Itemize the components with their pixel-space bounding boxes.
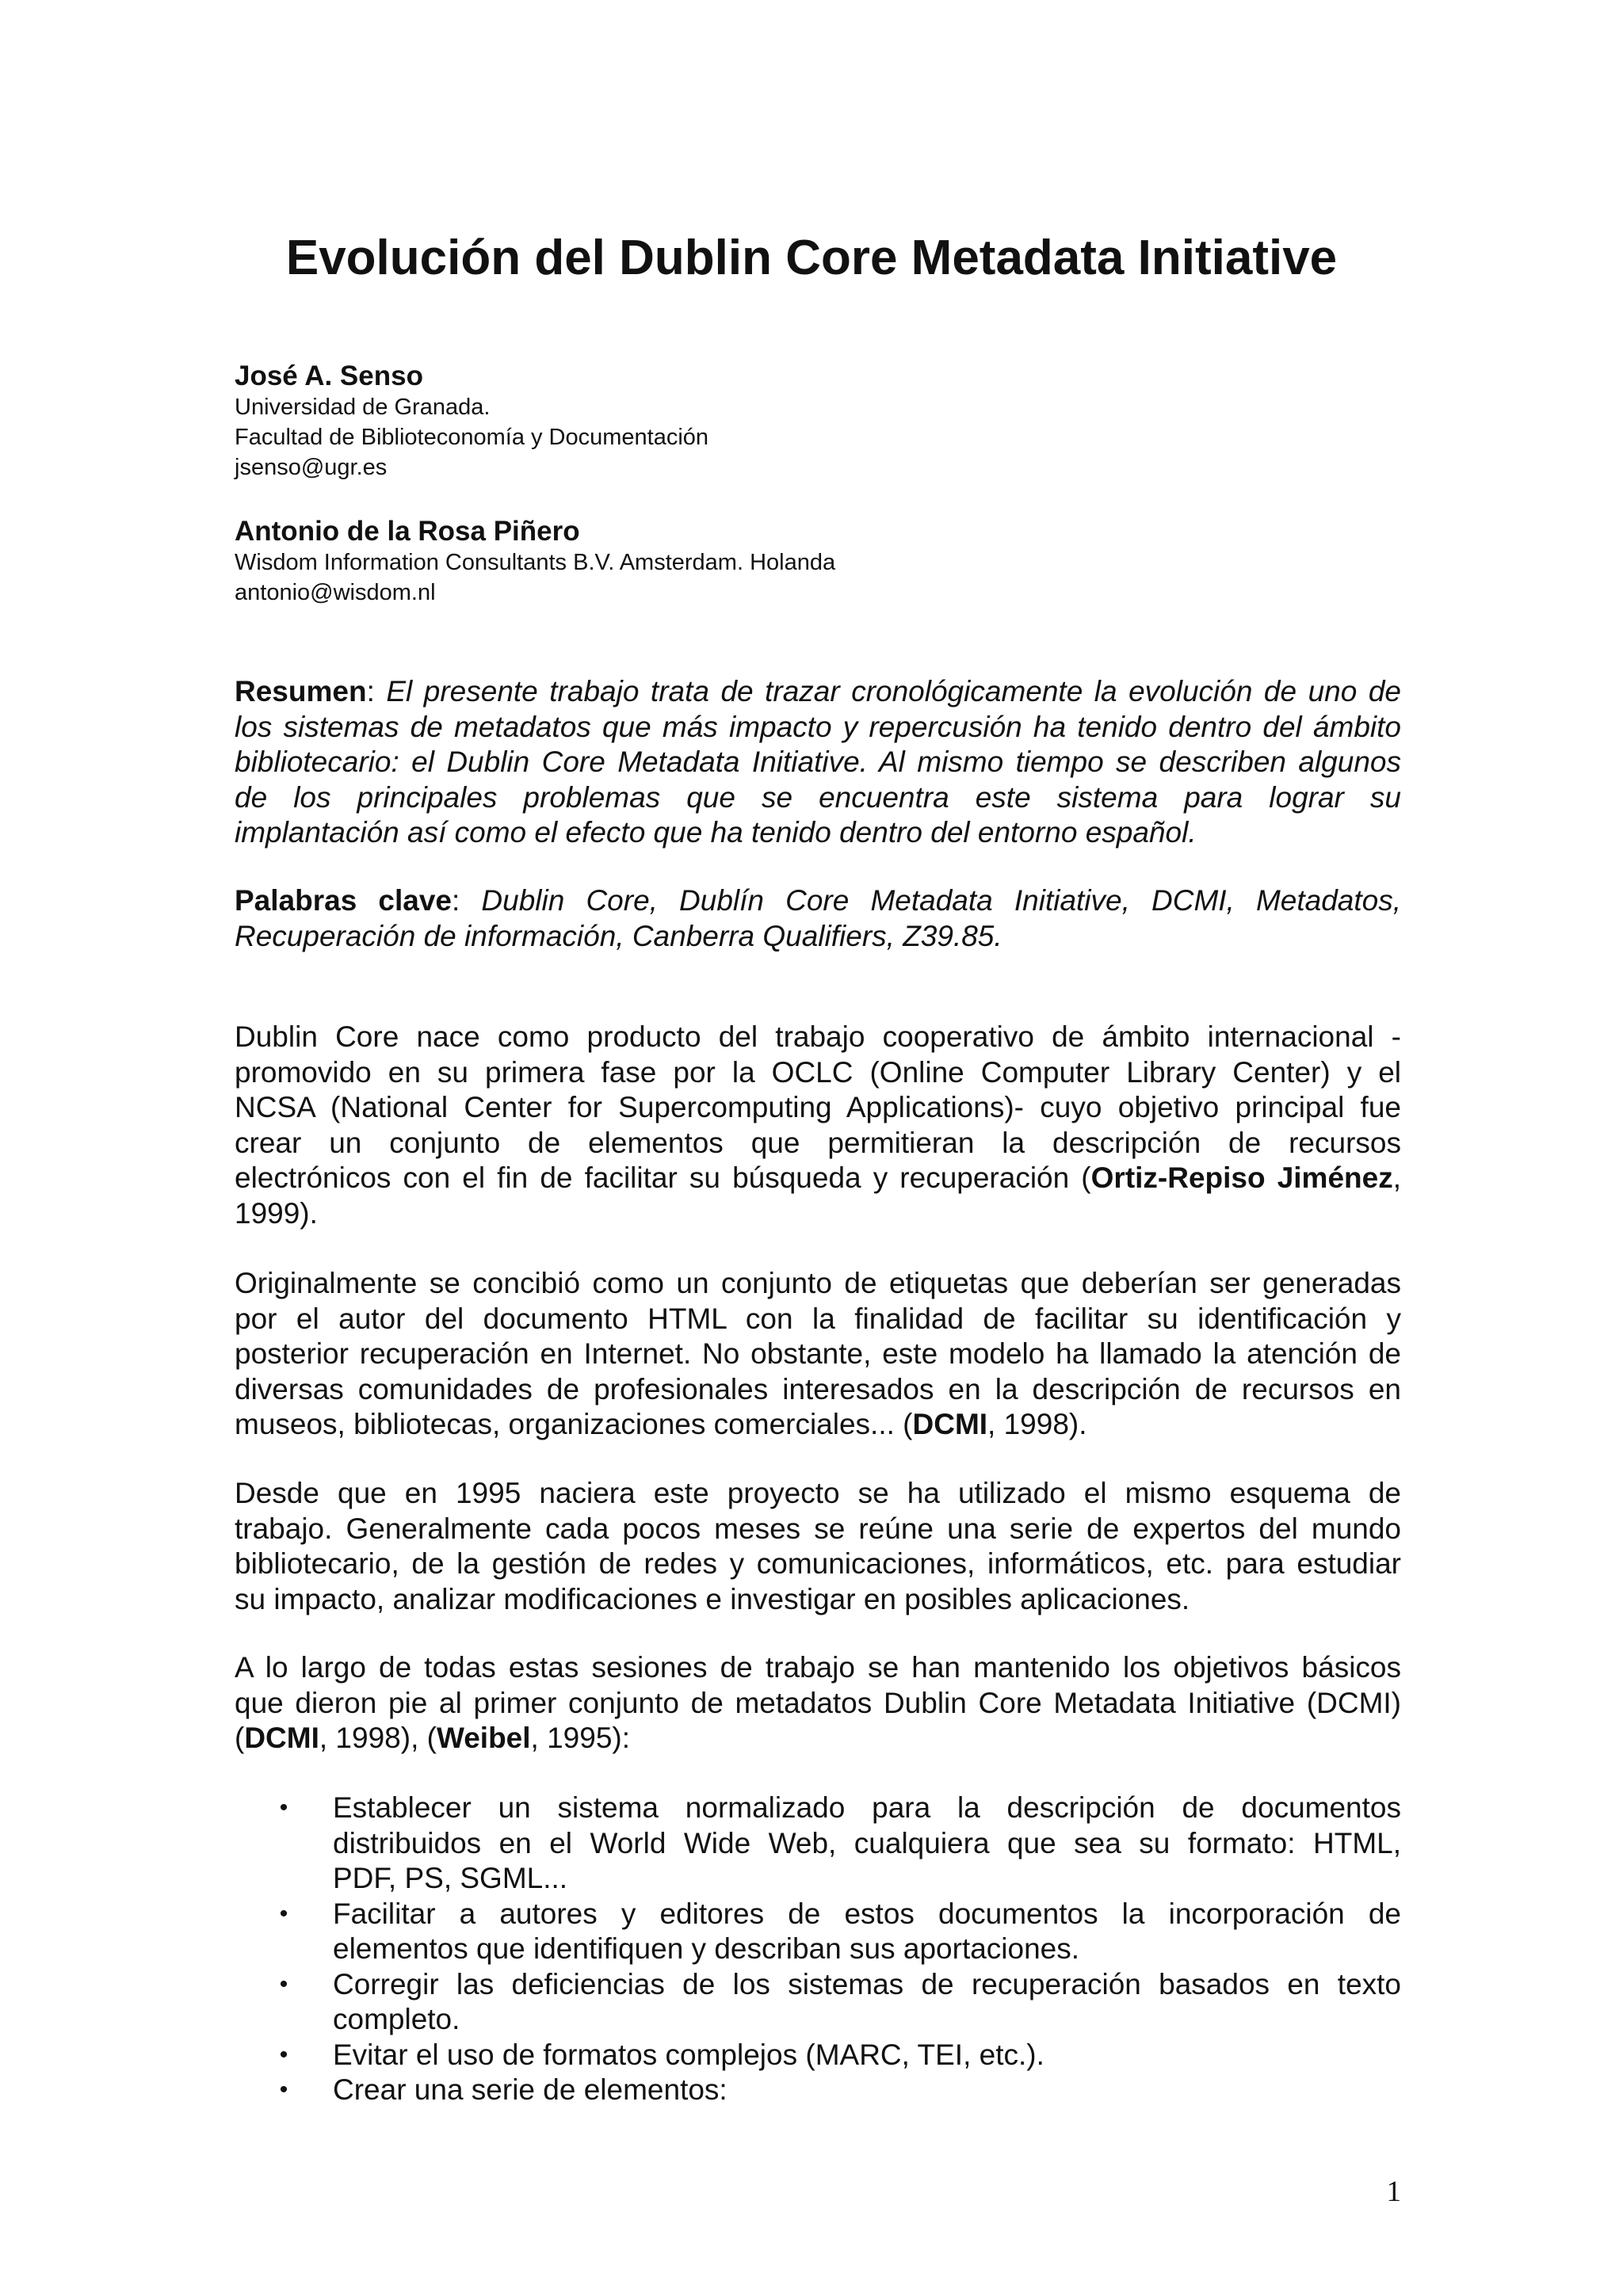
document-title: Evolución del Dublin Core Metadata Initiative bbox=[285, 231, 1338, 285]
author-affiliation: Universidad de Granada. bbox=[235, 395, 491, 420]
text-line: Dublin Core nace como producto del trabajo cooperativo de ámbito internacional - bbox=[235, 1020, 1401, 1053]
list-item-text bbox=[333, 2073, 1401, 2108]
keywords-label: Palabras clave bbox=[235, 884, 452, 917]
bullet-icon: • bbox=[279, 2041, 288, 2068]
citation-author: Ortiz-Repiso Jiménez bbox=[1090, 1161, 1393, 1194]
text-line bbox=[235, 919, 1401, 955]
list-item-text bbox=[333, 1967, 1401, 2038]
italic-text: bibliotecario: el Dublin Core Metadata Initiative. Al mismo tiempo se describen algunos bbox=[235, 746, 1401, 778]
list-item bbox=[279, 2038, 1401, 2073]
text-run: , bbox=[1392, 1161, 1401, 1194]
list-item bbox=[279, 2073, 1401, 2108]
bullet-icon: • bbox=[279, 1900, 288, 1927]
author-email: jsenso@ugr.es bbox=[235, 455, 388, 480]
text-run: , 1998), ( bbox=[319, 1722, 437, 1754]
text-line: completo. bbox=[333, 2003, 460, 2035]
text-line bbox=[235, 1407, 1401, 1443]
bullet-icon: • bbox=[279, 1970, 288, 1997]
italic-text: Dublin Core, Dublín Core Metadata Initiative, DCMI, Metadatos, bbox=[481, 884, 1402, 917]
bullet-icon: • bbox=[279, 2077, 288, 2103]
text-line: posterior recuperación en Internet. No obstante, este modelo ha llamado la atención de bbox=[235, 1337, 1401, 1370]
text-line: distribuidos en el World Wide Web, cualquiera que sea su formato: HTML, bbox=[333, 1826, 1401, 1859]
text-run: ( bbox=[235, 1722, 245, 1754]
author-affiliation: Wisdom Information Consultants B.V. Amsterdam. Holanda bbox=[235, 550, 836, 575]
italic-text: Recuperación de información, Canberra Qualifiers, Z39.85. bbox=[235, 919, 1002, 952]
citation-author: Weibel bbox=[436, 1722, 531, 1754]
text-line: trabajo. Generalmente cada pocos meses se reúne una serie de expertos del mundo bbox=[235, 1512, 1401, 1545]
body-paragraph bbox=[235, 1266, 1401, 1443]
text-line bbox=[235, 815, 1401, 851]
text-line: Crear una serie de elementos: bbox=[333, 2073, 727, 2106]
body-paragraph bbox=[235, 1650, 1401, 1756]
list-item bbox=[279, 1897, 1401, 1967]
keywords bbox=[235, 883, 1401, 954]
abstract-label: Resumen bbox=[235, 675, 367, 707]
bullet-list bbox=[279, 1791, 1401, 2108]
text-line: elementos que identifiquen y describan sus aportaciones. bbox=[333, 1932, 1080, 1965]
body-paragraph bbox=[235, 1020, 1401, 1231]
text-line: su impacto, analizar modificaciones e investigar en posibles aplicaciones. bbox=[235, 1582, 1190, 1615]
italic-text: El presente trabajo trata de trazar cronológicamente la evolución de uno de bbox=[386, 675, 1401, 707]
text-line: Evitar el uso de formatos complejos (MARC, TEI, etc.). bbox=[333, 2038, 1044, 2071]
italic-text: de los principales problemas que se encuentra este sistema para lograr su bbox=[235, 780, 1401, 814]
list-item bbox=[279, 1967, 1401, 2038]
text-line bbox=[235, 1161, 1401, 1196]
text-line bbox=[235, 710, 1401, 746]
text-line: que dieron pie al primer conjunto de metadatos Dublin Core Metadata Initiative (DCMI) bbox=[235, 1686, 1401, 1719]
text-line bbox=[235, 745, 1401, 780]
page-number: 1 bbox=[1386, 2176, 1401, 2208]
citation-author: DCMI bbox=[244, 1722, 319, 1754]
text-line: A lo largo de todas estas sesiones de trabajo se han mantenido los objetivos básicos bbox=[235, 1651, 1401, 1684]
body-paragraph bbox=[235, 1476, 1401, 1617]
text-run: museos, bibliotecas, organizaciones comerciales... ( bbox=[235, 1408, 913, 1440]
abstract bbox=[235, 674, 1401, 851]
text-line: bibliotecario, de la gestión de redes y comunicaciones, informáticos, etc. para estudiar bbox=[235, 1547, 1401, 1580]
list-item bbox=[279, 1791, 1401, 1897]
text-line bbox=[235, 674, 1401, 710]
author-name: José A. Senso bbox=[235, 360, 423, 391]
citation-author: DCMI bbox=[912, 1408, 988, 1440]
text-line: promovido en su primera fase por la OCLC (Online Computer Library Center) y el bbox=[235, 1055, 1401, 1089]
label-separator: : bbox=[366, 675, 387, 707]
list-item-text bbox=[333, 2038, 1401, 2073]
text-run: electrónicos con el fin de facilitar su búsqueda y recuperación ( bbox=[235, 1161, 1091, 1194]
text-line: Desde que en 1995 naciera este proyecto se ha utilizado el mismo esquema de bbox=[235, 1477, 1401, 1509]
text-line: diversas comunidades de profesionales interesados en la descripción de recursos en bbox=[235, 1372, 1401, 1405]
text-line: PDF, PS, SGML... bbox=[333, 1862, 568, 1894]
text-run: , 1995): bbox=[530, 1722, 631, 1754]
text-line: Originalmente se concibió como un conjunto de etiquetas que deberían ser generadas bbox=[235, 1267, 1401, 1299]
text-line bbox=[235, 780, 1401, 816]
text-run: , 1998). bbox=[987, 1408, 1087, 1440]
text-line: NCSA (National Center for Supercomputing Applications)- cuyo objetivo principal fue bbox=[235, 1091, 1401, 1123]
author-affiliation: Facultad de Biblioteconomía y Documentación bbox=[235, 425, 709, 450]
text-line: Establecer un sistema normalizado para la descripción de documentos bbox=[333, 1791, 1401, 1824]
italic-text: los sistemas de metadatos que más impacto y repercusión ha tenido dentro del ámbito bbox=[235, 710, 1401, 743]
text-line: Facilitar a autores y editores de estos documentos la incorporación de bbox=[333, 1897, 1401, 1930]
list-item-text bbox=[333, 1791, 1401, 1897]
text-line: 1999). bbox=[235, 1196, 318, 1230]
text-line: Corregir las deficiencias de los sistemas de recuperación basados en texto bbox=[333, 1967, 1401, 2000]
text-line: crear un conjunto de elementos que permitieran la descripción de recursos bbox=[235, 1126, 1401, 1159]
text-line bbox=[235, 883, 1401, 919]
label-separator: : bbox=[452, 884, 482, 917]
list-item-text bbox=[333, 1897, 1401, 1967]
text-line: por el autor del documento HTML con la finalidad de facilitar su identificación y bbox=[235, 1302, 1401, 1335]
bullet-icon: • bbox=[279, 1794, 288, 1821]
italic-text: implantación así como el efecto que ha tenido dentro del entorno español. bbox=[235, 816, 1197, 849]
text-line bbox=[235, 1721, 1401, 1756]
author-email: antonio@wisdom.nl bbox=[235, 580, 436, 605]
author-name: Antonio de la Rosa Piñero bbox=[235, 516, 580, 547]
